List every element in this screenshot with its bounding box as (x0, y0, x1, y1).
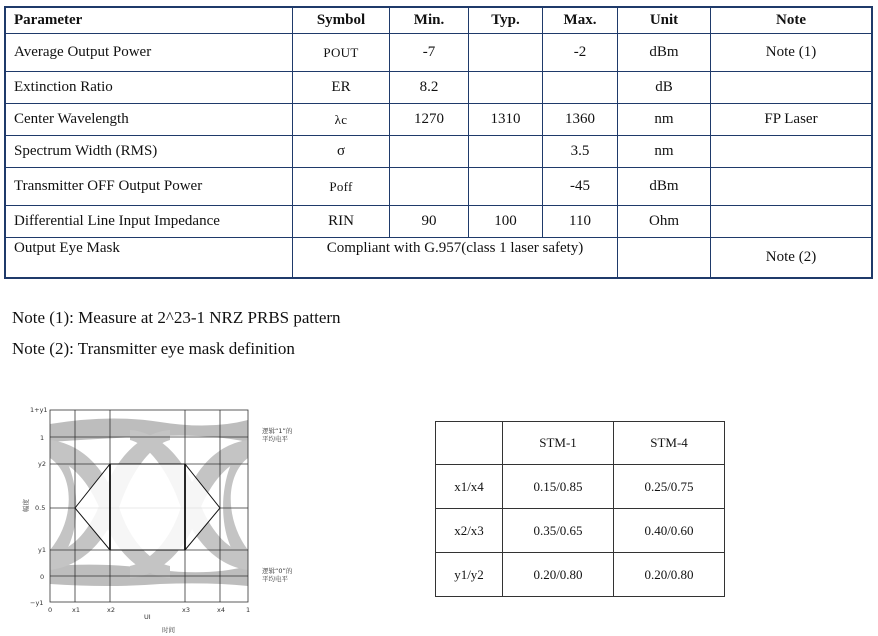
mask-stm4-cell: 0.20/0.80 (614, 553, 725, 597)
note-cell: Note (1) (711, 34, 873, 72)
note-2-text: Note (2): Transmitter eye mask definition (12, 339, 295, 358)
mask-param-cell: x2/x3 (436, 509, 503, 553)
logic-zero-label-line1: 逻辑“0”的 (262, 567, 293, 575)
table-row (436, 509, 725, 553)
notes-block (12, 302, 341, 364)
table-row (5, 34, 872, 72)
x-tick-label: x4 (217, 606, 225, 614)
table-row (436, 553, 725, 597)
min-cell: -7 (390, 34, 469, 72)
table-row (436, 465, 725, 509)
typ-cell (469, 72, 543, 104)
note-cell (711, 136, 873, 168)
y-tick-label: 0.5 (35, 504, 46, 512)
note-1-text: Note (1): Measure at 2^23-1 NRZ PRBS pattern (12, 308, 341, 327)
max-cell: -2 (543, 34, 618, 72)
mask-param-cell: x1/x4 (436, 465, 503, 509)
header-min: Min. (390, 7, 469, 34)
y-tick-label: y1 (38, 546, 46, 554)
header-typ: Typ. (469, 7, 543, 34)
min-cell (390, 136, 469, 168)
eye-mask-diagram (20, 400, 320, 636)
symbol-cell: ER (293, 72, 390, 104)
table-row (5, 206, 872, 238)
spec-table (4, 6, 873, 279)
parameter-cell: Output Eye Mask (5, 238, 293, 279)
x-unit-label: UI (144, 613, 151, 621)
note-cell: Note (2) (711, 238, 873, 279)
header-note: Note (711, 7, 873, 34)
spec-header-row (5, 7, 872, 34)
note-cell (711, 206, 873, 238)
symbol-cell: RIN (293, 206, 390, 238)
unit-cell: dB (618, 72, 711, 104)
parameter-cell: Differential Line Input Impedance (5, 206, 293, 238)
symbol-cell: POUT (293, 34, 390, 72)
x-tick-label: x3 (182, 606, 190, 614)
logic-zero-label-line2: 平均电平 (262, 575, 288, 583)
eye-mask-parameter-table (435, 421, 725, 597)
max-cell: 3.5 (543, 136, 618, 168)
y-tick-label: 1 (40, 434, 45, 442)
unit-cell: dBm (618, 168, 711, 206)
x-tick-label: 1 (246, 606, 251, 614)
logic-one-label-line2: 平均电平 (262, 435, 288, 443)
x-tick-label: 0 (48, 606, 53, 614)
eye-mask-value-cell: Compliant with G.957(class 1 laser safety) (293, 238, 618, 279)
header-unit: Unit (618, 7, 711, 34)
mask-header-stm4: STM-4 (614, 422, 725, 465)
y-tick-label: 0 (40, 573, 45, 581)
unit-cell (618, 238, 711, 279)
symbol-cell: λc (293, 104, 390, 136)
note-cell (711, 168, 873, 206)
y-axis-label: 幅度 (22, 499, 30, 512)
unit-cell: nm (618, 136, 711, 168)
typ-cell: 1310 (469, 104, 543, 136)
header-parameter: Parameter (5, 7, 293, 34)
note-cell (711, 72, 873, 104)
min-cell: 90 (390, 206, 469, 238)
table-row (5, 72, 872, 104)
typ-cell (469, 34, 543, 72)
parameter-cell: Extinction Ratio (5, 72, 293, 104)
min-cell: 8.2 (390, 72, 469, 104)
parameter-cell: Average Output Power (5, 34, 293, 72)
parameter-cell: Transmitter OFF Output Power (5, 168, 293, 206)
symbol-cell: Poff (293, 168, 390, 206)
mask-header-row (436, 422, 725, 465)
x-axis-label: 时间 (162, 626, 175, 634)
max-cell: -45 (543, 168, 618, 206)
max-cell: 110 (543, 206, 618, 238)
logic-one-label-line1: 逻辑“1”的 (262, 427, 293, 435)
mask-stm4-cell: 0.40/0.60 (614, 509, 725, 553)
eye-mask-row (5, 238, 872, 279)
typ-cell (469, 136, 543, 168)
y-tick-label: y2 (38, 460, 46, 468)
unit-cell: nm (618, 104, 711, 136)
symbol-cell: σ (293, 136, 390, 168)
mask-header-corner (436, 422, 503, 465)
table-row (5, 104, 872, 136)
max-cell (543, 72, 618, 104)
min-cell: 1270 (390, 104, 469, 136)
table-row (5, 136, 872, 168)
unit-cell: dBm (618, 34, 711, 72)
mask-stm1-cell: 0.15/0.85 (503, 465, 614, 509)
y-tick-label: 1+y1 (30, 406, 48, 414)
table-row (5, 168, 872, 206)
mask-header-stm1: STM-1 (503, 422, 614, 465)
header-max: Max. (543, 7, 618, 34)
typ-cell (469, 168, 543, 206)
parameter-cell: Spectrum Width (RMS) (5, 136, 293, 168)
mask-stm1-cell: 0.20/0.80 (503, 553, 614, 597)
y-tick-label: −y1 (30, 599, 44, 607)
min-cell (390, 168, 469, 206)
max-cell: 1360 (543, 104, 618, 136)
parameter-cell: Center Wavelength (5, 104, 293, 136)
x-tick-label: x2 (107, 606, 115, 614)
typ-cell: 100 (469, 206, 543, 238)
mask-stm1-cell: 0.35/0.65 (503, 509, 614, 553)
x-tick-label: x1 (72, 606, 80, 614)
mask-param-cell: y1/y2 (436, 553, 503, 597)
note-cell: FP Laser (711, 104, 873, 136)
mask-stm4-cell: 0.25/0.75 (614, 465, 725, 509)
header-symbol: Symbol (293, 7, 390, 34)
unit-cell: Ohm (618, 206, 711, 238)
